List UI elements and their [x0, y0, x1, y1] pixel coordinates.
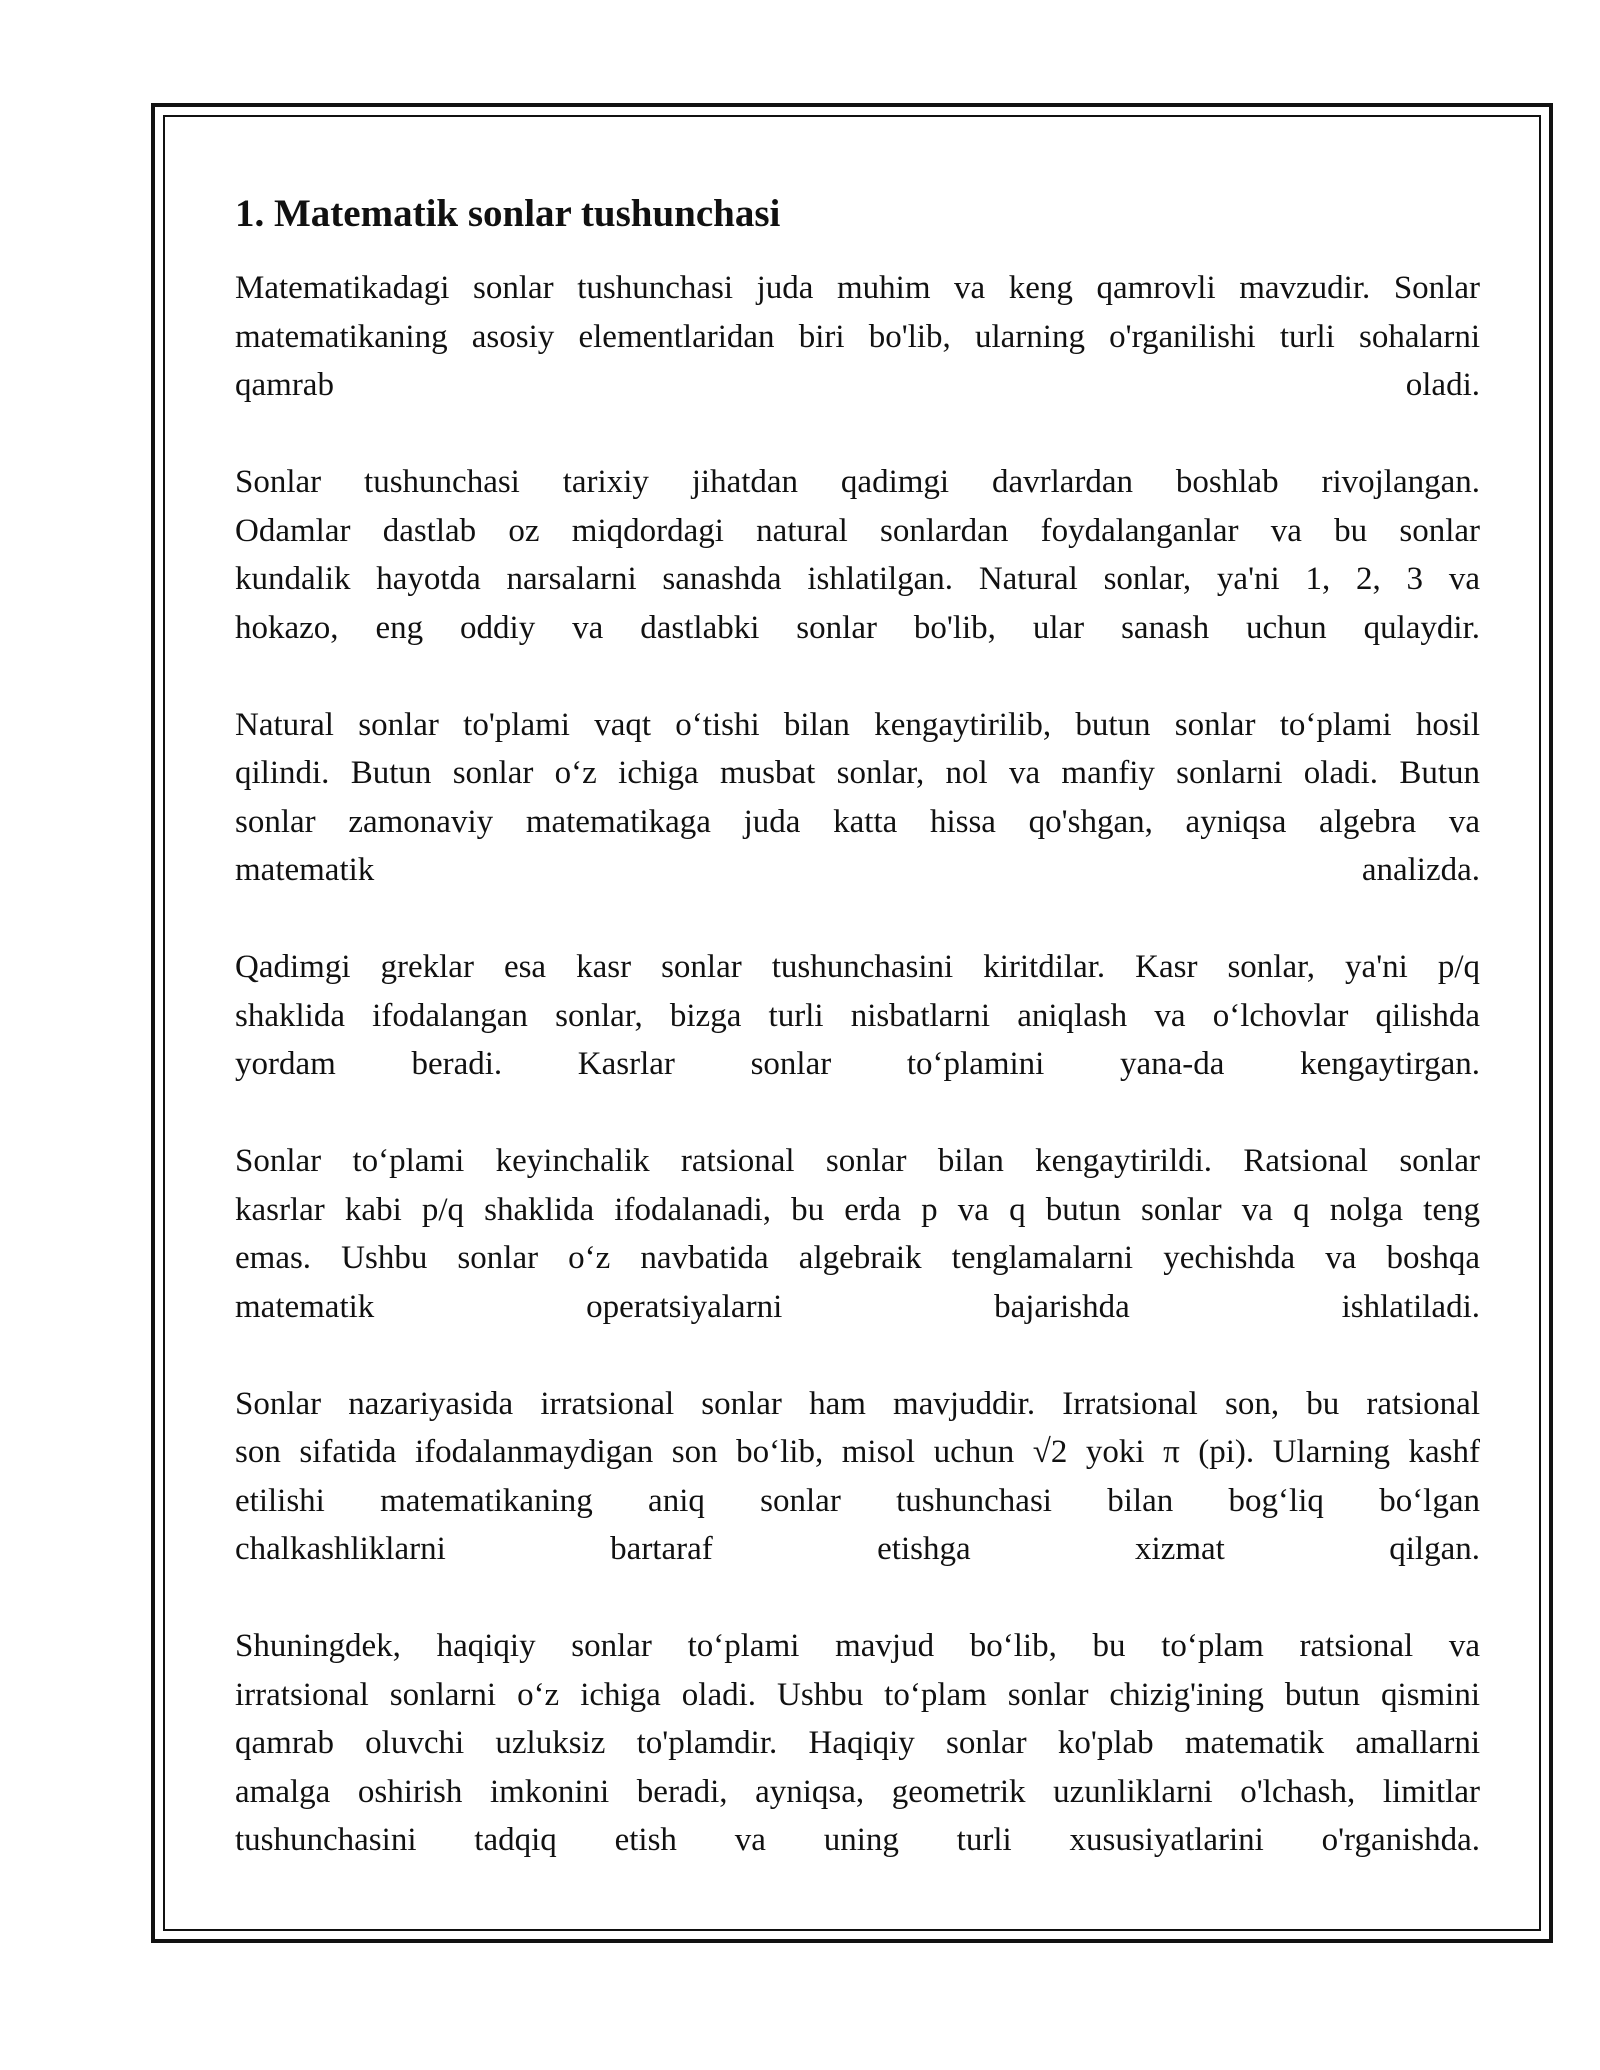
text-line: Shuningdek, haqiqiy sonlar to‘plami mavjud bo‘lib, bu to‘plam ratsional va	[235, 1628, 1480, 1664]
text-line: matematik operatsiyalarni bajarishda ishlatiladi.	[235, 1288, 1480, 1325]
text-line: emas. Ushbu sonlar o‘z navbatida algebraik tenglamalarni yechishda va boshqa	[235, 1240, 1480, 1276]
paragraph-6	[235, 1380, 1480, 1574]
text-line: Sonlar nazariyasida irratsional sonlar ham mavjuddir. Irratsional son, bu ratsional	[235, 1385, 1480, 1422]
paragraph-4	[235, 943, 1480, 1089]
text-line: qamrab oluvchi uzluksiz to'plamdir. Haqiqiy sonlar ko'plab matematik amallarni	[235, 1725, 1480, 1761]
text-line: shaklida ifodalangan sonlar, bizga turli nisbatlarni aniqlash va o‘lchovlar qilishda	[235, 997, 1480, 1034]
paragraph-7	[235, 1622, 1480, 1865]
paragraph-3	[235, 701, 1480, 895]
paragraph-5	[235, 1137, 1480, 1331]
text-line: etilishi matematikaning aniq sonlar tushunchasi bilan bog‘liq bo‘lgan	[235, 1482, 1480, 1519]
text-line: Qadimgi greklar esa kasr sonlar tushunchasini kiritdilar. Kasr sonlar, ya'ni p/q	[235, 949, 1480, 985]
text-line: matematikaning asosiy elementlaridan biri bo'lib, ularning o'rganilishi turli sohalarni	[235, 318, 1480, 355]
text-line: son sifatida ifodalanmaydigan son bo‘lib, misol uchun √2 yoki π (pi). Ularning kashf	[235, 1434, 1480, 1470]
text-line: Matematikadagi sonlar tushunchasi juda muhim va keng qamrovli mavzudir. Sonlar	[235, 270, 1480, 306]
text-line: hokazo, eng oddiy va dastlabki sonlar bo'lib, ular sanash uchun qulaydir.	[235, 609, 1480, 646]
text-line: matematik analizda.	[235, 852, 1480, 888]
text-line: Sonlar tushunchasi tarixiy jihatdan qadimgi davrlardan boshlab rivojlangan.	[235, 464, 1480, 500]
text-line: Odamlar dastlab oz miqdordagi natural sonlardan foydalanganlar va bu sonlar	[235, 512, 1480, 549]
paragraph-2	[235, 458, 1480, 652]
text-line: Sonlar to‘plami keyinchalik ratsional sonlar bilan kengaytirildi. Ratsional sonlar	[235, 1143, 1480, 1179]
text-line: kundalik hayotda narsalarni sanashda ishlatilgan. Natural sonlar, ya'ni 1, 2, 3 va	[235, 561, 1480, 597]
text-line: qilindi. Butun sonlar o‘z ichiga musbat sonlar, nol va manfiy sonlarni oladi. Butun	[235, 755, 1480, 791]
text-line: kasrlar kabi p/q shaklida ifodalanadi, bu erda p va q butun sonlar va q nolga teng	[235, 1191, 1480, 1228]
document-body	[235, 188, 1480, 1913]
text-line: tushunchasini tadqiq etish va uning turli xususiyatlarini o'rganishda.	[235, 1822, 1480, 1858]
text-line: amalga oshirish imkonini beradi, ayniqsa, geometrik uzunliklarni o'lchash, limitlar	[235, 1773, 1480, 1810]
text-line: chalkashliklarni bartaraf etishga xizmat qilgan.	[235, 1531, 1480, 1567]
text-line: Natural sonlar to'plami vaqt o‘tishi bilan kengaytirilib, butun sonlar to‘plami hosil	[235, 706, 1480, 743]
text-line: yordam beradi. Kasrlar sonlar to‘plamini yana-da kengaytirgan.	[235, 1046, 1480, 1082]
text-line: sonlar zamonaviy matematikaga juda katta hissa qo'shgan, ayniqsa algebra va	[235, 803, 1480, 840]
paragraph-1	[235, 264, 1480, 410]
section-heading: 1. Matematik sonlar tushunchasi	[235, 192, 781, 235]
text-line: irratsional sonlarni o‘z ichiga oladi. Ushbu to‘plam sonlar chizig'ining butun qismini	[235, 1676, 1480, 1713]
text-line: qamrab oladi.	[235, 367, 1480, 403]
